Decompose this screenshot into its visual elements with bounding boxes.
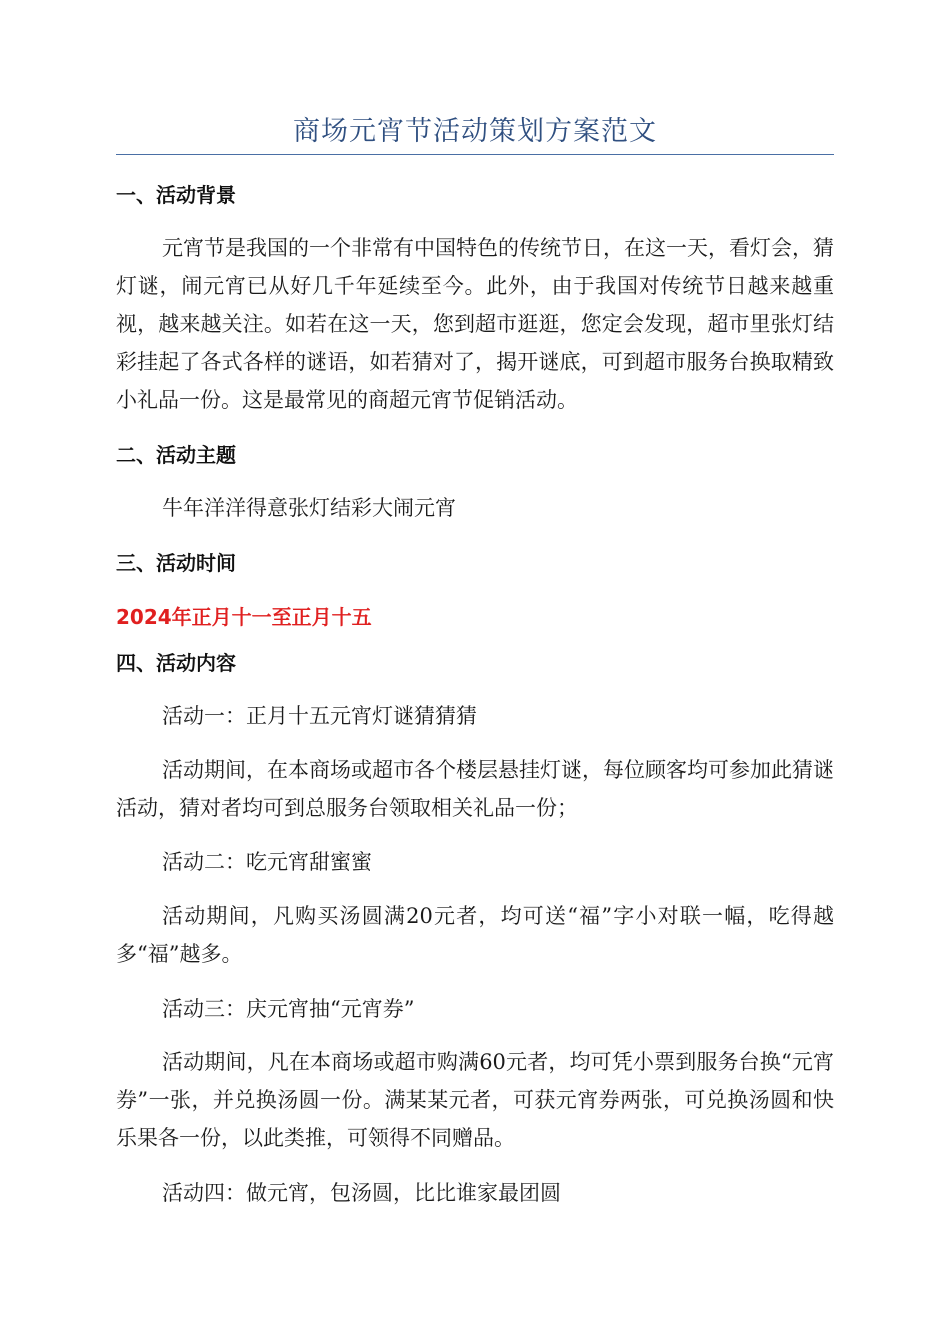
document-title: 商场元宵节活动策划方案范文 (293, 116, 657, 147)
activity-3-detail: 活动期间，凡在本商场或超市购满60元者，均可凭小票到服务台换“元宵券”一张，并兑换汤圆一份。满某某元者，可获元宵券两张，可兑换汤圆和快乐果各一份，以此类推，可领得不同赠品。 (116, 1050, 834, 1150)
paragraph-theme: 牛年洋洋得意张灯结彩大闹元宵 (162, 496, 456, 520)
activity-2-title: 活动二：吃元宵甜蜜蜜 (162, 850, 372, 874)
section-heading-background: 一、活动背景 (116, 183, 236, 207)
activity-2-detail: 活动期间，凡购买汤圆满20元者，均可送“福”字小对联一幅，吃得越多“福”越多。 (116, 904, 834, 966)
title-underline (116, 154, 834, 155)
section-heading-time: 三、活动时间 (116, 551, 236, 575)
activity-1-title: 活动一：正月十五元宵灯谜猜猜猜 (162, 704, 477, 728)
paragraph-background: 元宵节是我国的一个非常有中国特色的传统节日，在这一天，看灯会，猜灯谜，闹元宵已从好几千年延续至今。此外，由于我国对传统节日越来越重视，越来越关注。如若在这一天，您到超市逛逛，您定会发现，超市里张灯结彩挂起了各式各样的谜语，如若猜对了，揭开谜底，可到超市服务台换取精致小礼品一份。这是最常见的商超元宵节促销活动。 (116, 236, 834, 412)
event-date-line: 2024年正月十一至正月十五 (116, 605, 372, 629)
section-heading-theme: 二、活动主题 (116, 443, 236, 467)
activity-4-title: 活动四：做元宵，包汤圆，比比谁家最团圆 (162, 1181, 561, 1205)
section-heading-content: 四、活动内容 (116, 651, 236, 675)
activity-1-detail: 活动期间，在本商场或超市各个楼层悬挂灯谜，每位顾客均可参加此猜谜活动，猜对者均可到总服务台领取相关礼品一份； (116, 758, 834, 820)
activity-3-title: 活动三：庆元宵抽“元宵券” (162, 997, 415, 1021)
